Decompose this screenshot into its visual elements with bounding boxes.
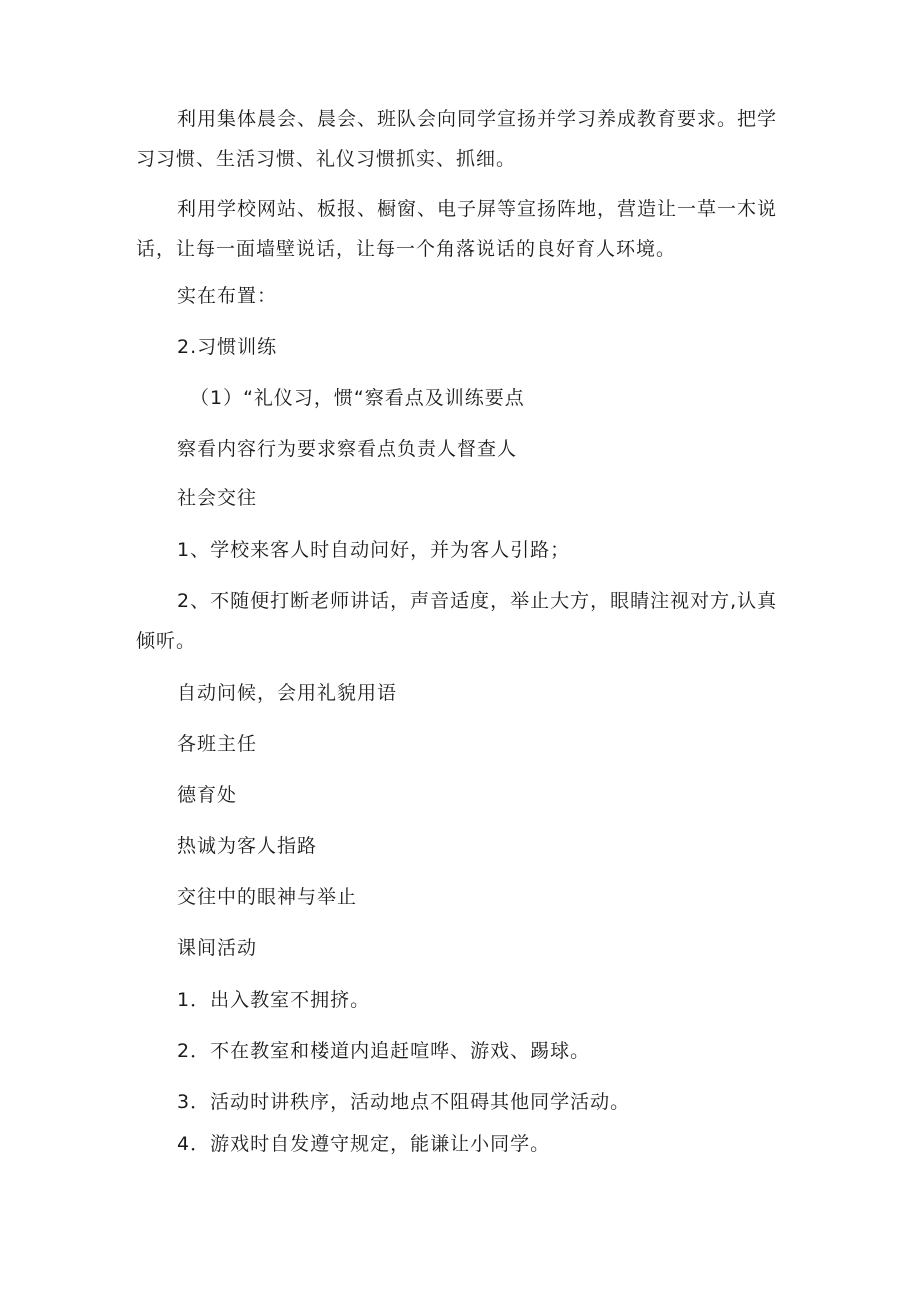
- paragraph-line: 1．出入教室不拥挤。: [177, 989, 371, 1011]
- paragraph-greeting: [177, 684, 787, 703]
- category-break-activities: [177, 939, 787, 958]
- paragraph-class-teachers: [177, 735, 787, 754]
- paragraph-eye-contact: [177, 888, 787, 907]
- list-item: [177, 1093, 787, 1112]
- paragraph-line: 自动问候，会用礼貌用语: [177, 682, 398, 704]
- list-item: [177, 1042, 787, 1061]
- category-social-interaction: [177, 489, 787, 508]
- paragraph-line: 2．不在教室和楼道内追赶喧哗、游戏、踢球。: [177, 1040, 591, 1062]
- list-item: [177, 1135, 787, 1154]
- list-item: [177, 541, 787, 560]
- paragraph-line: 倾听。: [136, 630, 197, 652]
- paragraph-line: 2.习惯训练: [177, 336, 278, 358]
- paragraph-school-environment: [136, 198, 787, 260]
- paragraph-line: 2、不随便打断老师讲话，声音适度，举止大方，眼睛注视对方,认真: [177, 590, 778, 612]
- paragraph-line: 实在布置：: [177, 285, 278, 307]
- paragraph-line: （1）“礼仪习，惯“察看点及训练要点: [190, 387, 525, 409]
- paragraph-line: 德育处: [177, 784, 238, 806]
- paragraph-line: 1、学校来客人时自动问好，并为客人引路；: [177, 539, 571, 561]
- paragraph-arrangement: [177, 287, 787, 306]
- paragraph-line: 习习惯、生活习惯、礼仪习惯抓实、抓细。: [136, 148, 517, 170]
- paragraph-line: 交往中的眼神与举止: [177, 886, 358, 908]
- paragraph-line: 社会交往: [177, 487, 258, 509]
- paragraph-moral-office: [177, 786, 787, 805]
- paragraph-line: 利用集体晨会、晨会、班队会向同学宣扬并学习养成教育要求。把学: [177, 108, 778, 130]
- subsection-heading-etiquette: [190, 389, 800, 408]
- list-item: [136, 590, 787, 652]
- paragraph-line: 4．游戏时自发遵守规定，能谦让小同学。: [177, 1133, 551, 1155]
- paragraph-guide-guests: [177, 837, 787, 856]
- paragraph-line: 课间活动: [177, 937, 258, 959]
- paragraph-line: 察看内容行为要求察看点负责人督查人: [177, 438, 518, 460]
- paragraph-morning-meeting: [136, 108, 787, 170]
- list-item: [177, 991, 787, 1010]
- paragraph-line: 各班主任: [177, 733, 258, 755]
- paragraph-line: 利用学校网站、板报、橱窗、电子屏等宣扬阵地，营造让一草一木说: [177, 198, 778, 220]
- paragraph-line: 3．活动时讲秩序，活动地点不阻碍其他同学活动。: [177, 1091, 631, 1113]
- table-header-row: [177, 440, 787, 459]
- section-heading-habit-training: [177, 338, 787, 357]
- paragraph-line: 话，让每一面墙壁说话，让每一个角落说话的良好育人环境。: [136, 238, 677, 260]
- paragraph-line: 热诚为客人指路: [177, 835, 318, 857]
